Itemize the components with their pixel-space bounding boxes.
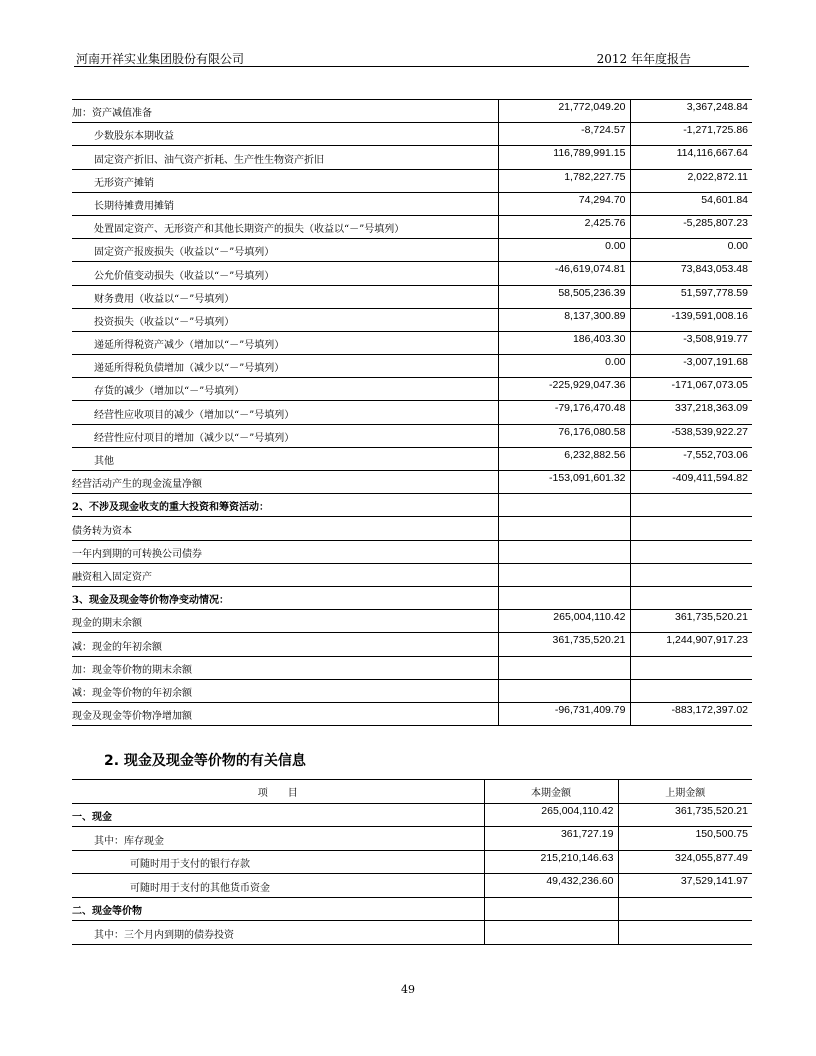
row-label: 其中：库存现金 [72,827,484,851]
current-amount: -79,176,470.48 [498,401,630,424]
cash-equivalents-table [72,779,752,945]
previous-amount: -883,172,397.02 [630,702,752,725]
previous-amount: 2,022,872.11 [630,169,752,192]
current-amount: 116,789,991.15 [498,146,630,169]
row-label: 少数股东本期收益 [72,123,498,146]
table-row [72,850,752,874]
current-amount [498,517,630,540]
table-row [72,540,752,563]
previous-amount: 37,529,141.97 [618,874,752,898]
current-amount: 6,232,882.56 [498,447,630,470]
table-row [72,656,752,679]
previous-amount [630,656,752,679]
previous-amount: -7,552,703.06 [630,447,752,470]
current-amount: -96,731,409.79 [498,702,630,725]
current-amount: 21,772,049.20 [498,100,630,123]
previous-amount: 337,218,363.09 [630,401,752,424]
current-amount: 215,210,146.63 [484,850,618,874]
table-row [72,679,752,702]
previous-amount: 73,843,053.48 [630,262,752,285]
current-amount [498,563,630,586]
previous-amount [630,586,752,609]
table-row [72,169,752,192]
previous-amount: 361,735,520.21 [618,803,752,827]
table-header-row [72,780,752,804]
current-amount: 186,403.30 [498,331,630,354]
current-amount: 8,137,300.89 [498,308,630,331]
current-amount: 1,782,227.75 [498,169,630,192]
previous-amount: 3,367,248.84 [630,100,752,123]
previous-amount [630,494,752,517]
row-label: 加：现金等价物的期末余额 [72,656,498,679]
current-amount [498,586,630,609]
row-label: 公允价值变动损失（收益以“－”号填列） [72,262,498,285]
previous-amount: 361,735,520.21 [630,610,752,633]
previous-amount [630,679,752,702]
table-row [72,308,752,331]
table-row [72,633,752,656]
previous-amount: 0.00 [630,239,752,262]
current-amount: 76,176,080.58 [498,424,630,447]
page-number: 49 [401,983,415,996]
row-label: 减：现金等价物的年初余额 [72,679,498,702]
table-row [72,874,752,898]
current-amount [498,494,630,517]
previous-amount: -538,539,922.27 [630,424,752,447]
table-row [72,424,752,447]
row-label: 可随时用于支付的银行存款 [72,850,484,874]
current-amount: 361,735,520.21 [498,633,630,656]
table-row [72,123,752,146]
row-label: 2、不涉及现金收支的重大投资和筹资活动： [72,494,498,517]
previous-amount: 150,500.75 [618,827,752,851]
previous-amount: 1,244,907,917.23 [630,633,752,656]
table-row [72,921,752,945]
table-row [72,262,752,285]
table-row [72,563,752,586]
row-label: 现金及现金等价物净增加额 [72,702,498,725]
table-row [72,378,752,401]
row-label: 融资租入固定资产 [72,563,498,586]
row-label: 无形资产摊销 [72,169,498,192]
header-previous: 上期金额 [618,780,752,804]
header-item: 项 目 [72,780,484,804]
current-amount [498,679,630,702]
current-amount [498,540,630,563]
table-row [72,215,752,238]
row-label: 加：资产减值准备 [72,100,498,123]
table-row [72,803,752,827]
current-amount: -8,724.57 [498,123,630,146]
row-label: 减：现金的年初余额 [72,633,498,656]
current-amount: -153,091,601.32 [498,471,630,494]
current-amount: 265,004,110.42 [484,803,618,827]
company-name: 河南开祥实业集团股份有限公司 [76,52,245,66]
row-label: 递延所得税资产减少（增加以“－”号填列） [72,331,498,354]
table-row [72,494,752,517]
table-row [72,897,752,921]
row-label: 经营性应付项目的增加（减少以“－”号填列） [72,424,498,447]
table-row [72,285,752,308]
table-row [72,401,752,424]
row-label: 债务转为资本 [72,517,498,540]
row-label: 长期待摊费用摊销 [72,192,498,215]
current-amount: 2,425.76 [498,215,630,238]
previous-amount [618,897,752,921]
previous-amount [618,921,752,945]
row-label: 固定资产折旧、油气资产折耗、生产性生物资产折旧 [72,146,498,169]
row-label: 财务费用（收益以“－”号填列） [72,285,498,308]
previous-amount: 51,597,778.59 [630,285,752,308]
row-label: 二、现金等价物 [72,897,484,921]
row-label: 其中：三个月内到期的债券投资 [72,921,484,945]
row-label: 递延所得税负债增加（减少以“－”号填列） [72,355,498,378]
table-row [72,146,752,169]
previous-amount [630,540,752,563]
page-header [74,49,749,67]
current-amount: 361,727.19 [484,827,618,851]
current-amount: -46,619,074.81 [498,262,630,285]
row-label: 一、现金 [72,803,484,827]
table-row [72,702,752,725]
current-amount: 0.00 [498,355,630,378]
row-label: 现金的期末余额 [72,610,498,633]
table-row [72,517,752,540]
current-amount [498,656,630,679]
table-row [72,100,752,123]
header-current: 本期金额 [484,780,618,804]
table-row [72,355,752,378]
current-amount: 58,505,236.39 [498,285,630,308]
row-label: 其他 [72,447,498,470]
previous-amount: -139,591,008.16 [630,308,752,331]
row-label: 可随时用于支付的其他货币资金 [72,874,484,898]
previous-amount: 54,601.84 [630,192,752,215]
table-row [72,471,752,494]
row-label: 3、现金及现金等价物净变动情况： [72,586,498,609]
table-row [72,447,752,470]
row-label: 经营性应收项目的减少（增加以“－”号填列） [72,401,498,424]
table-row [72,610,752,633]
table-row [72,239,752,262]
previous-amount: -409,411,594.82 [630,471,752,494]
table-row [72,827,752,851]
row-label: 固定资产报废损失（收益以“－”号填列） [72,239,498,262]
row-label: 投资损失（收益以“－”号填列） [72,308,498,331]
table-row [72,331,752,354]
row-label: 经营活动产生的现金流量净额 [72,471,498,494]
section-title: 2. 现金及现金等价物的有关信息 [104,753,306,769]
previous-amount: -171,067,073.05 [630,378,752,401]
current-amount [484,921,618,945]
previous-amount: 114,116,667.64 [630,146,752,169]
cash-flow-supplement-table [72,99,752,726]
row-label: 存货的减少（增加以“－”号填列） [72,378,498,401]
previous-amount [630,517,752,540]
current-amount [484,897,618,921]
row-label: 处置固定资产、无形资产和其他长期资产的损失（收益以“－”号填列） [72,215,498,238]
current-amount: 74,294.70 [498,192,630,215]
table-row [72,192,752,215]
previous-amount: -5,285,807.23 [630,215,752,238]
row-label: 一年内到期的可转换公司债券 [72,540,498,563]
current-amount: 49,432,236.60 [484,874,618,898]
current-amount: 0.00 [498,239,630,262]
report-title: 2012 年年度报告 [596,52,691,66]
previous-amount: -3,508,919.77 [630,331,752,354]
previous-amount: -1,271,725.86 [630,123,752,146]
current-amount: -225,929,047.36 [498,378,630,401]
previous-amount: 324,055,877.49 [618,850,752,874]
table-row [72,586,752,609]
previous-amount [630,563,752,586]
previous-amount: -3,007,191.68 [630,355,752,378]
current-amount: 265,004,110.42 [498,610,630,633]
